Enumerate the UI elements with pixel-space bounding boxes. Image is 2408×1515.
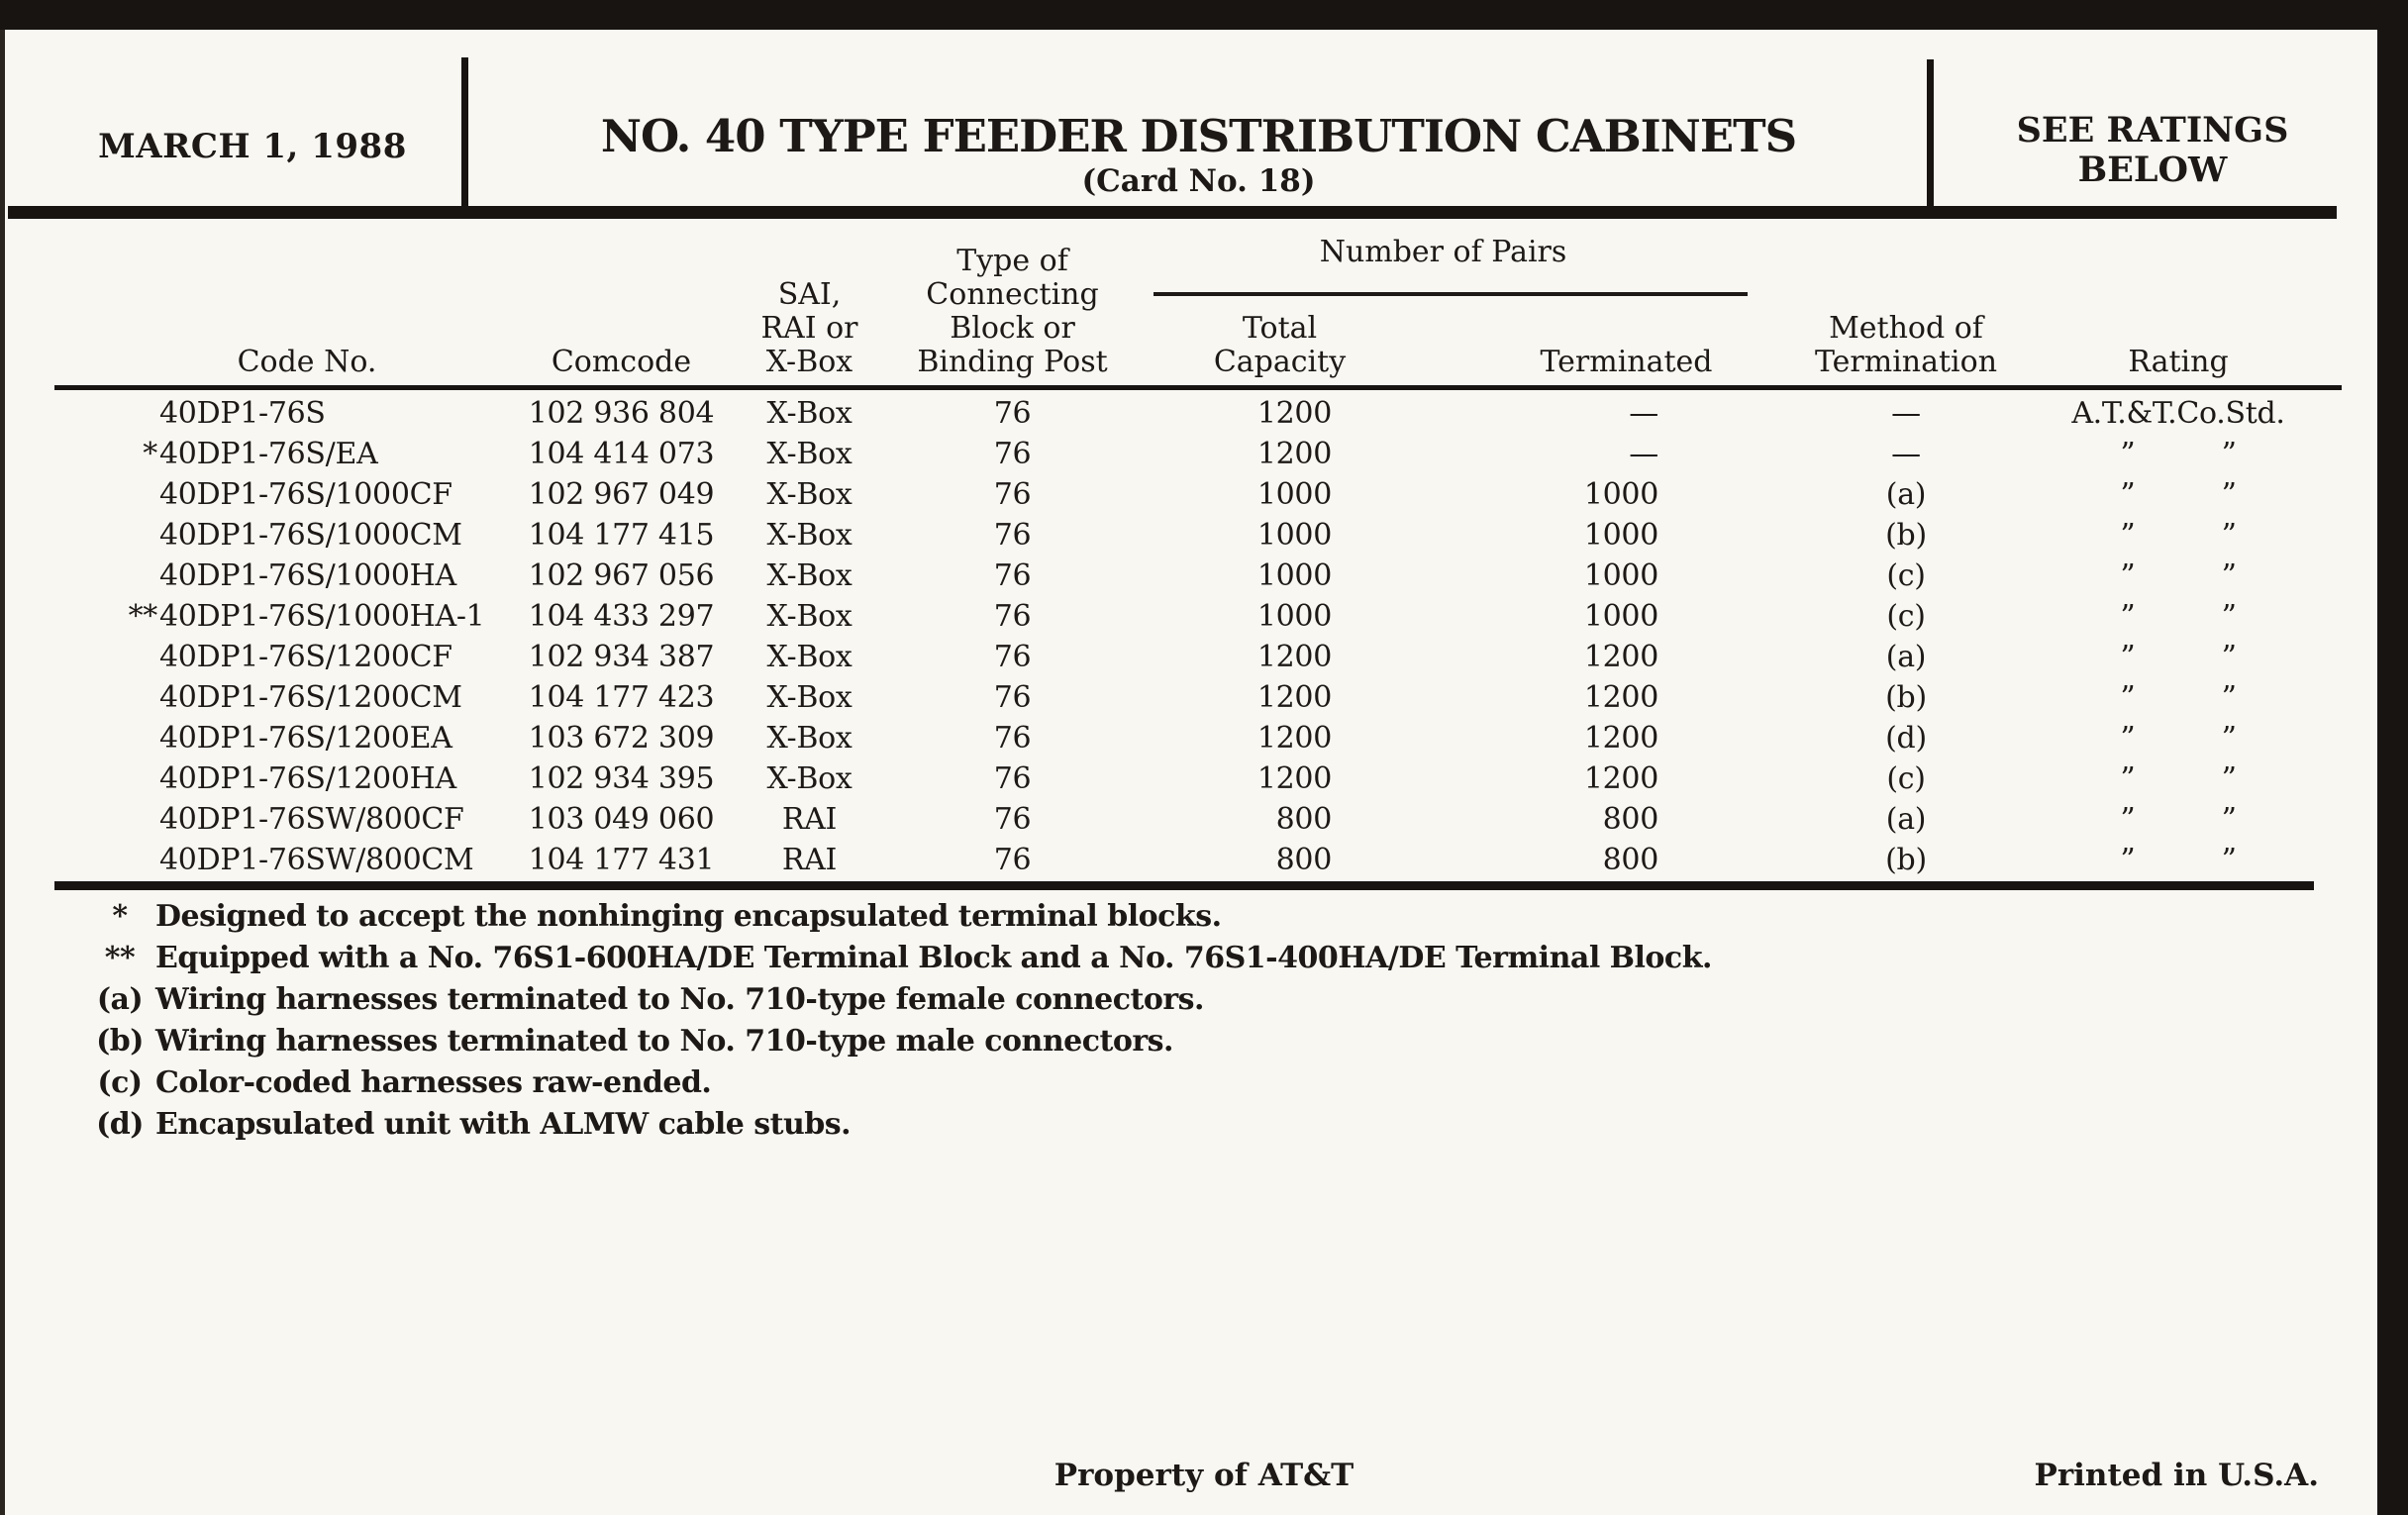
cell-code bbox=[54, 515, 505, 556]
scan-top-edge bbox=[0, 0, 2408, 30]
column-header-block-line: Connecting bbox=[926, 277, 1099, 312]
cell-method: (a) bbox=[1885, 802, 1927, 837]
code-value: 40DP1-76S/1000HA-1 bbox=[159, 599, 485, 634]
cell-block: 76 bbox=[993, 721, 1032, 756]
cell-capacity: 1000 bbox=[1256, 599, 1332, 634]
cell-capacity: 1200 bbox=[1256, 437, 1332, 471]
cell-code bbox=[54, 758, 505, 799]
footnote-symbol: (a) bbox=[96, 982, 144, 1017]
table-row bbox=[54, 637, 2342, 677]
cell-block: 76 bbox=[993, 477, 1032, 512]
cell-code bbox=[54, 718, 505, 758]
page-title: NO. 40 TYPE FEEDER DISTRIBUTION CABINETS bbox=[600, 110, 1797, 162]
ratings-note-line1: SEE RATINGS bbox=[2016, 110, 2289, 151]
code-value: 40DP1-76S/1200HA bbox=[159, 761, 456, 796]
pairs-group-header: Number of Pairs bbox=[1319, 235, 1567, 269]
code-value: 40DP1-76S/1200CM bbox=[159, 680, 462, 715]
cell-terminated: — bbox=[1629, 437, 1658, 471]
ratings-note bbox=[1930, 30, 2375, 206]
header-date: MARCH 1, 1988 bbox=[98, 127, 407, 166]
cell-capacity: 800 bbox=[1275, 843, 1332, 877]
footnote-symbol: ** bbox=[104, 941, 136, 975]
cell-block: 76 bbox=[993, 802, 1032, 837]
cell-box: X-Box bbox=[766, 518, 853, 553]
cell-block: 76 bbox=[993, 843, 1032, 877]
cell-capacity: 1200 bbox=[1256, 680, 1332, 715]
cell-comcode: 104 414 073 bbox=[528, 437, 715, 471]
cell-code bbox=[54, 556, 505, 596]
cell-capacity: 1000 bbox=[1256, 558, 1332, 593]
cell-code bbox=[54, 596, 505, 637]
footnote-line bbox=[84, 896, 1767, 938]
table-header-rule bbox=[54, 385, 2342, 390]
code-value: 40DP1-76SW/800CM bbox=[159, 843, 474, 877]
code-prefix: ** bbox=[128, 599, 157, 634]
cell-comcode: 103 049 060 bbox=[528, 802, 715, 837]
cell-method: — bbox=[1891, 437, 1921, 471]
cell-block: 76 bbox=[993, 599, 1032, 634]
cell-method: (c) bbox=[1886, 599, 1926, 634]
column-header-method-line: Termination bbox=[1814, 345, 1998, 379]
column-header-capacity-line: Total bbox=[1242, 311, 1318, 346]
cell-rating: ” ” bbox=[2120, 477, 2237, 512]
cell-method: (c) bbox=[1886, 761, 1926, 796]
code-prefix bbox=[54, 556, 157, 596]
column-header-method-line: Method of bbox=[1829, 311, 1983, 346]
cell-block: 76 bbox=[993, 437, 1032, 471]
scan-left-edge bbox=[0, 30, 5, 1515]
footnote-text: Equipped with a No. 76S1-600HA/DE Terminal Block and a No. 76S1-400HA/DE Terminal Block. bbox=[155, 941, 1712, 975]
cell-block: 76 bbox=[993, 640, 1032, 674]
cell-terminated: 1200 bbox=[1583, 721, 1658, 756]
cell-comcode: 103 672 309 bbox=[528, 721, 715, 756]
table-row bbox=[54, 434, 2342, 474]
header-title-block bbox=[467, 30, 1930, 206]
cell-comcode: 102 936 804 bbox=[528, 396, 715, 431]
cell-box: RAI bbox=[781, 843, 838, 877]
code-prefix bbox=[54, 393, 157, 434]
cell-comcode: 102 934 387 bbox=[528, 640, 715, 674]
cell-capacity: 1200 bbox=[1256, 640, 1332, 674]
cell-terminated: 800 bbox=[1602, 802, 1658, 837]
cell-rating: ” ” bbox=[2120, 640, 2237, 674]
cell-terminated: — bbox=[1629, 396, 1658, 431]
cell-terminated: 1000 bbox=[1583, 477, 1658, 512]
code-prefix bbox=[54, 677, 157, 718]
header-divider-left bbox=[461, 57, 468, 206]
column-header-comcode: Comcode bbox=[551, 345, 692, 379]
cell-rating: ” ” bbox=[2120, 802, 2237, 837]
code-prefix bbox=[54, 799, 157, 840]
code-prefix bbox=[54, 718, 157, 758]
cell-block: 76 bbox=[993, 518, 1032, 553]
column-header-sai-line: RAI or bbox=[760, 311, 858, 346]
footer-printed: Printed in U.S.A. bbox=[2034, 1458, 2319, 1493]
code-value: 40DP1-76S/1000CM bbox=[159, 518, 462, 553]
column-header-block-line: Type of bbox=[956, 244, 1068, 278]
card-subtitle: (Card No. 18) bbox=[1081, 163, 1316, 199]
code-prefix bbox=[54, 637, 157, 677]
cell-rating: ” ” bbox=[2120, 721, 2237, 756]
footnote-line bbox=[84, 1062, 1767, 1104]
column-header-block bbox=[881, 228, 1144, 385]
cell-terminated: 1200 bbox=[1583, 761, 1658, 796]
code-value: 40DP1-76S/1200EA bbox=[159, 721, 452, 756]
cell-rating: ” ” bbox=[2120, 437, 2237, 471]
cell-comcode: 102 967 049 bbox=[528, 477, 715, 512]
cell-box: X-Box bbox=[766, 640, 853, 674]
table-header bbox=[54, 228, 2342, 385]
table-row bbox=[54, 393, 2342, 434]
column-header-block-line: Block or bbox=[950, 311, 1075, 346]
footnote-text: Encapsulated unit with ALMW cable stubs. bbox=[155, 1107, 852, 1142]
table-row bbox=[54, 515, 2342, 556]
cell-rating: ” ” bbox=[2120, 761, 2237, 796]
header-divider-right bbox=[1927, 59, 1934, 206]
footnote-line bbox=[84, 1104, 1767, 1146]
column-header-block-line: Binding Post bbox=[917, 345, 1108, 379]
code-value: 40DP1-76S bbox=[159, 396, 326, 431]
table-row bbox=[54, 474, 2342, 515]
cell-capacity: 800 bbox=[1275, 802, 1332, 837]
table-row bbox=[54, 840, 2342, 880]
cell-method: (a) bbox=[1885, 477, 1927, 512]
cell-capacity: 1200 bbox=[1256, 396, 1332, 431]
column-header-capacity-line: Capacity bbox=[1213, 345, 1347, 379]
cell-comcode: 102 967 056 bbox=[528, 558, 715, 593]
cell-block: 76 bbox=[993, 396, 1032, 431]
cell-box: X-Box bbox=[766, 437, 853, 471]
scan-right-edge bbox=[2377, 0, 2408, 1515]
footnotes bbox=[84, 896, 1767, 1146]
cell-rating: ” ” bbox=[2120, 558, 2237, 593]
table-row bbox=[54, 596, 2342, 637]
cell-comcode: 104 177 415 bbox=[528, 518, 715, 553]
cell-capacity: 1200 bbox=[1256, 721, 1332, 756]
footnote-text: Designed to accept the nonhinging encapsulated terminal blocks. bbox=[155, 899, 1222, 934]
cell-comcode: 102 934 395 bbox=[528, 761, 715, 796]
cell-code bbox=[54, 393, 505, 434]
cell-method: (b) bbox=[1885, 518, 1927, 553]
cell-box: X-Box bbox=[766, 721, 853, 756]
cell-terminated: 1000 bbox=[1583, 518, 1658, 553]
code-value: 40DP1-76S/1000CF bbox=[159, 477, 452, 512]
column-header-rating: Rating bbox=[2128, 345, 2229, 379]
table-body bbox=[54, 393, 2342, 880]
column-header-terminated: Terminated bbox=[1540, 345, 1713, 379]
footnote-text: Wiring harnesses terminated to No. 710-type male connectors. bbox=[155, 1024, 1173, 1059]
code-prefix: * bbox=[143, 437, 157, 471]
footnote-text: Wiring harnesses terminated to No. 710-type female connectors. bbox=[155, 982, 1204, 1017]
code-prefix bbox=[54, 515, 157, 556]
footnote-text: Color-coded harnesses raw-ended. bbox=[155, 1065, 712, 1100]
table-row bbox=[54, 556, 2342, 596]
cell-rating: ” ” bbox=[2120, 599, 2237, 634]
column-header-sai bbox=[738, 228, 881, 385]
cell-method: (b) bbox=[1885, 843, 1927, 877]
cell-terminated: 800 bbox=[1602, 843, 1658, 877]
cell-method: (d) bbox=[1885, 721, 1927, 756]
cell-code bbox=[54, 434, 505, 474]
cell-box: X-Box bbox=[766, 396, 853, 431]
table-row bbox=[54, 677, 2342, 718]
cell-box: X-Box bbox=[766, 558, 853, 593]
cell-method: (c) bbox=[1886, 558, 1926, 593]
cell-comcode: 104 177 431 bbox=[528, 843, 715, 877]
cell-box: RAI bbox=[781, 802, 838, 837]
cell-rating: ” ” bbox=[2120, 518, 2237, 553]
cell-rating: ” ” bbox=[2120, 843, 2237, 877]
table-row bbox=[54, 799, 2342, 840]
code-value: 40DP1-76S/1200CF bbox=[159, 640, 452, 674]
cell-code bbox=[54, 474, 505, 515]
footnote-symbol: (d) bbox=[96, 1107, 144, 1142]
cell-method: (b) bbox=[1885, 680, 1927, 715]
cell-rating: A.T.&T.Co.Std. bbox=[2071, 396, 2285, 431]
footnote-line bbox=[84, 979, 1767, 1021]
code-prefix bbox=[54, 840, 157, 880]
footnote-line bbox=[84, 1021, 1767, 1062]
cell-code bbox=[54, 677, 505, 718]
cell-code bbox=[54, 840, 505, 880]
footnote-symbol: (b) bbox=[96, 1024, 144, 1059]
cell-terminated: 1200 bbox=[1583, 640, 1658, 674]
code-value: 40DP1-76S/1000HA bbox=[159, 558, 456, 593]
cell-method: (a) bbox=[1885, 640, 1927, 674]
cell-comcode: 104 177 423 bbox=[528, 680, 715, 715]
footnote-line bbox=[84, 938, 1767, 979]
cell-capacity: 1000 bbox=[1256, 518, 1332, 553]
column-header-code: Code No. bbox=[237, 345, 377, 379]
ratings-note-line2: BELOW bbox=[2077, 150, 2228, 190]
table-row bbox=[54, 758, 2342, 799]
code-value: 40DP1-76SW/800CF bbox=[159, 802, 464, 837]
code-prefix bbox=[54, 758, 157, 799]
table-row bbox=[54, 718, 2342, 758]
cell-code bbox=[54, 799, 505, 840]
footer-property: Property of AT&T bbox=[1054, 1458, 1354, 1493]
cell-box: X-Box bbox=[766, 599, 853, 634]
cell-box: X-Box bbox=[766, 680, 853, 715]
column-header-sai-line: SAI, bbox=[777, 277, 842, 312]
code-value: 40DP1-76S/EA bbox=[159, 437, 378, 471]
cell-block: 76 bbox=[993, 680, 1032, 715]
cell-terminated: 1000 bbox=[1583, 599, 1658, 634]
cell-box: X-Box bbox=[766, 761, 853, 796]
cell-terminated: 1200 bbox=[1583, 680, 1658, 715]
cell-code bbox=[54, 637, 505, 677]
cell-terminated: 1000 bbox=[1583, 558, 1658, 593]
cell-capacity: 1000 bbox=[1256, 477, 1332, 512]
header-rule bbox=[8, 206, 2337, 219]
column-header-sai-line: X-Box bbox=[765, 345, 853, 379]
cell-block: 76 bbox=[993, 761, 1032, 796]
pairs-group-underline bbox=[1154, 292, 1748, 296]
cell-method: — bbox=[1891, 396, 1921, 431]
footnote-symbol: * bbox=[112, 899, 128, 934]
cell-box: X-Box bbox=[766, 477, 853, 512]
cell-capacity: 1200 bbox=[1256, 761, 1332, 796]
code-prefix bbox=[54, 474, 157, 515]
cell-block: 76 bbox=[993, 558, 1032, 593]
cell-comcode: 104 433 297 bbox=[528, 599, 715, 634]
column-header-method bbox=[1743, 228, 2069, 385]
cell-rating: ” ” bbox=[2120, 680, 2237, 715]
footnote-symbol: (c) bbox=[97, 1065, 143, 1100]
table-bottom-rule bbox=[54, 881, 2314, 890]
